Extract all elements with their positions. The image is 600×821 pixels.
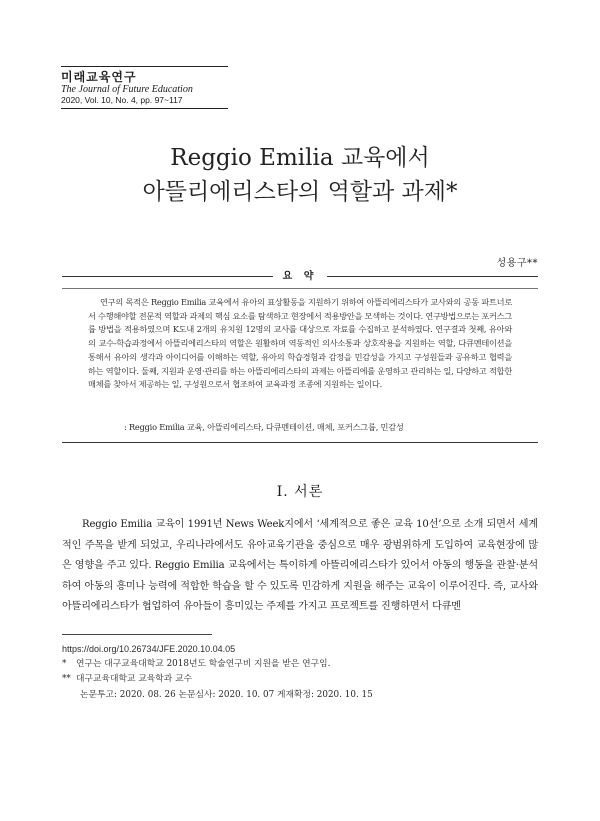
section-title: I. 서론 <box>276 484 324 500</box>
footnote-1 <box>62 657 538 672</box>
footnote-divider <box>62 634 212 635</box>
paper-title-line-1: Reggio Emilia 교육에서 <box>170 145 430 171</box>
footnote-2-mark: ** <box>62 674 71 685</box>
footnote-1-mark: * <box>62 659 67 670</box>
journal-header <box>61 66 228 109</box>
paper-title <box>0 141 600 209</box>
abstract-heading <box>0 270 600 284</box>
footnotes <box>62 642 538 703</box>
abstract-heading-text: 요 약 <box>273 271 328 282</box>
abstract-bottom-rule <box>62 442 538 443</box>
footnote-1-text: 연구는 대구교육대학교 2018년도 학술연구비 지원을 받은 연구임. <box>76 659 331 670</box>
footnote-2 <box>62 672 538 687</box>
body-paragraph: Reggio Emilia 교육이 1991년 News Week지에서 ‘세계적으로 좋은 교육 10선’으로 소개 되면서 세계적인 주목을 받게 되었고, 우리나라에서도 유아교육기관을 중심으로 매우 광범위하게 도입하여 교육현장에 많은 영향을 주고 있다. Reggio Emilia 교육에서는 특이하게 아뜰리에리스타가 있어서 아동의 행동을 관찰·분석하여 아동의 흥미나 능력에 적합한 학습을 할 수 있도록 민감하게 지원을 해주는 교육이 이루어진다. 즉, 교사와 아뜰리에리스타가 협업하여 유아들이 흥미있는 주제를 가지고 프로젝트를 진행하면서 다큐멘 <box>62 519 538 613</box>
paper-title-line-2: 아뜰리에리스타의 역할과 과제* <box>142 179 458 205</box>
journal-volume-info: 2020, Vol. 10, No. 4, pp. 97~117 <box>61 95 228 109</box>
journal-name-korean: 미래교육연구 <box>61 70 137 84</box>
submission-dates: 논문투고: 2020. 08. 26 논문심사: 2020. 10. 07 게재확정: 2020. 10. 15 <box>80 689 373 700</box>
keywords: : Reggio Emilia 교육, 아뜰리에리스타, 다큐멘테이션, 매체, 포커스그룹, 민감성 <box>124 422 404 432</box>
author: 성용구** <box>496 258 538 269</box>
abstract-text: 연구의 목적은 Reggio Emilia 교육에서 유아의 표상활동을 지원하기 위하여 아뜰리에리스타가 교사와의 공동 파트너로서 수행해야할 전문적 역할과 과제의 핵심 요소를 탐색하고 현장에서 적용방안을 모색하는 것이다. 연구방법으로는 포커스그룹 방법을 적용하였으며 K도내 2개의 유치원 12명의 교사를 대상으로 자료를 수집하고 분석하였다. 연구결과 첫째, 유아와의 교수-학습과정에서 아뜰리에리스타의 역할은 원활하며 역동적인 의사소통과 상호작용을 지원하는 역할, 다큐멘테이션을 통해서 유아의 생각과 아이디어를 이해하는 역할, 유아의 학습경험과 감정을 민감성을 가지고 구성원들과 공유하고 협력을 하는 역할이다. 둘째, 지원과 운영·관리를 하는 아뜰리에리스타의 과제는 아뜰리에를 운영하고 관리하는 일, 다양하고 적합한 매체를 찾아서 제공하는 일, 구성원으로서 협조하여 교육과정 조종에 지원하는 일이다. <box>88 297 512 390</box>
abstract-sub-rule <box>62 288 538 289</box>
doi-link[interactable]: https://doi.org/10.26734/JFE.2020.10.04.05 <box>62 644 236 654</box>
journal-name-english: The Journal of Future Education <box>61 84 193 95</box>
footnote-2-text: 대구교육대학교 교육학과 교수 <box>76 674 193 685</box>
